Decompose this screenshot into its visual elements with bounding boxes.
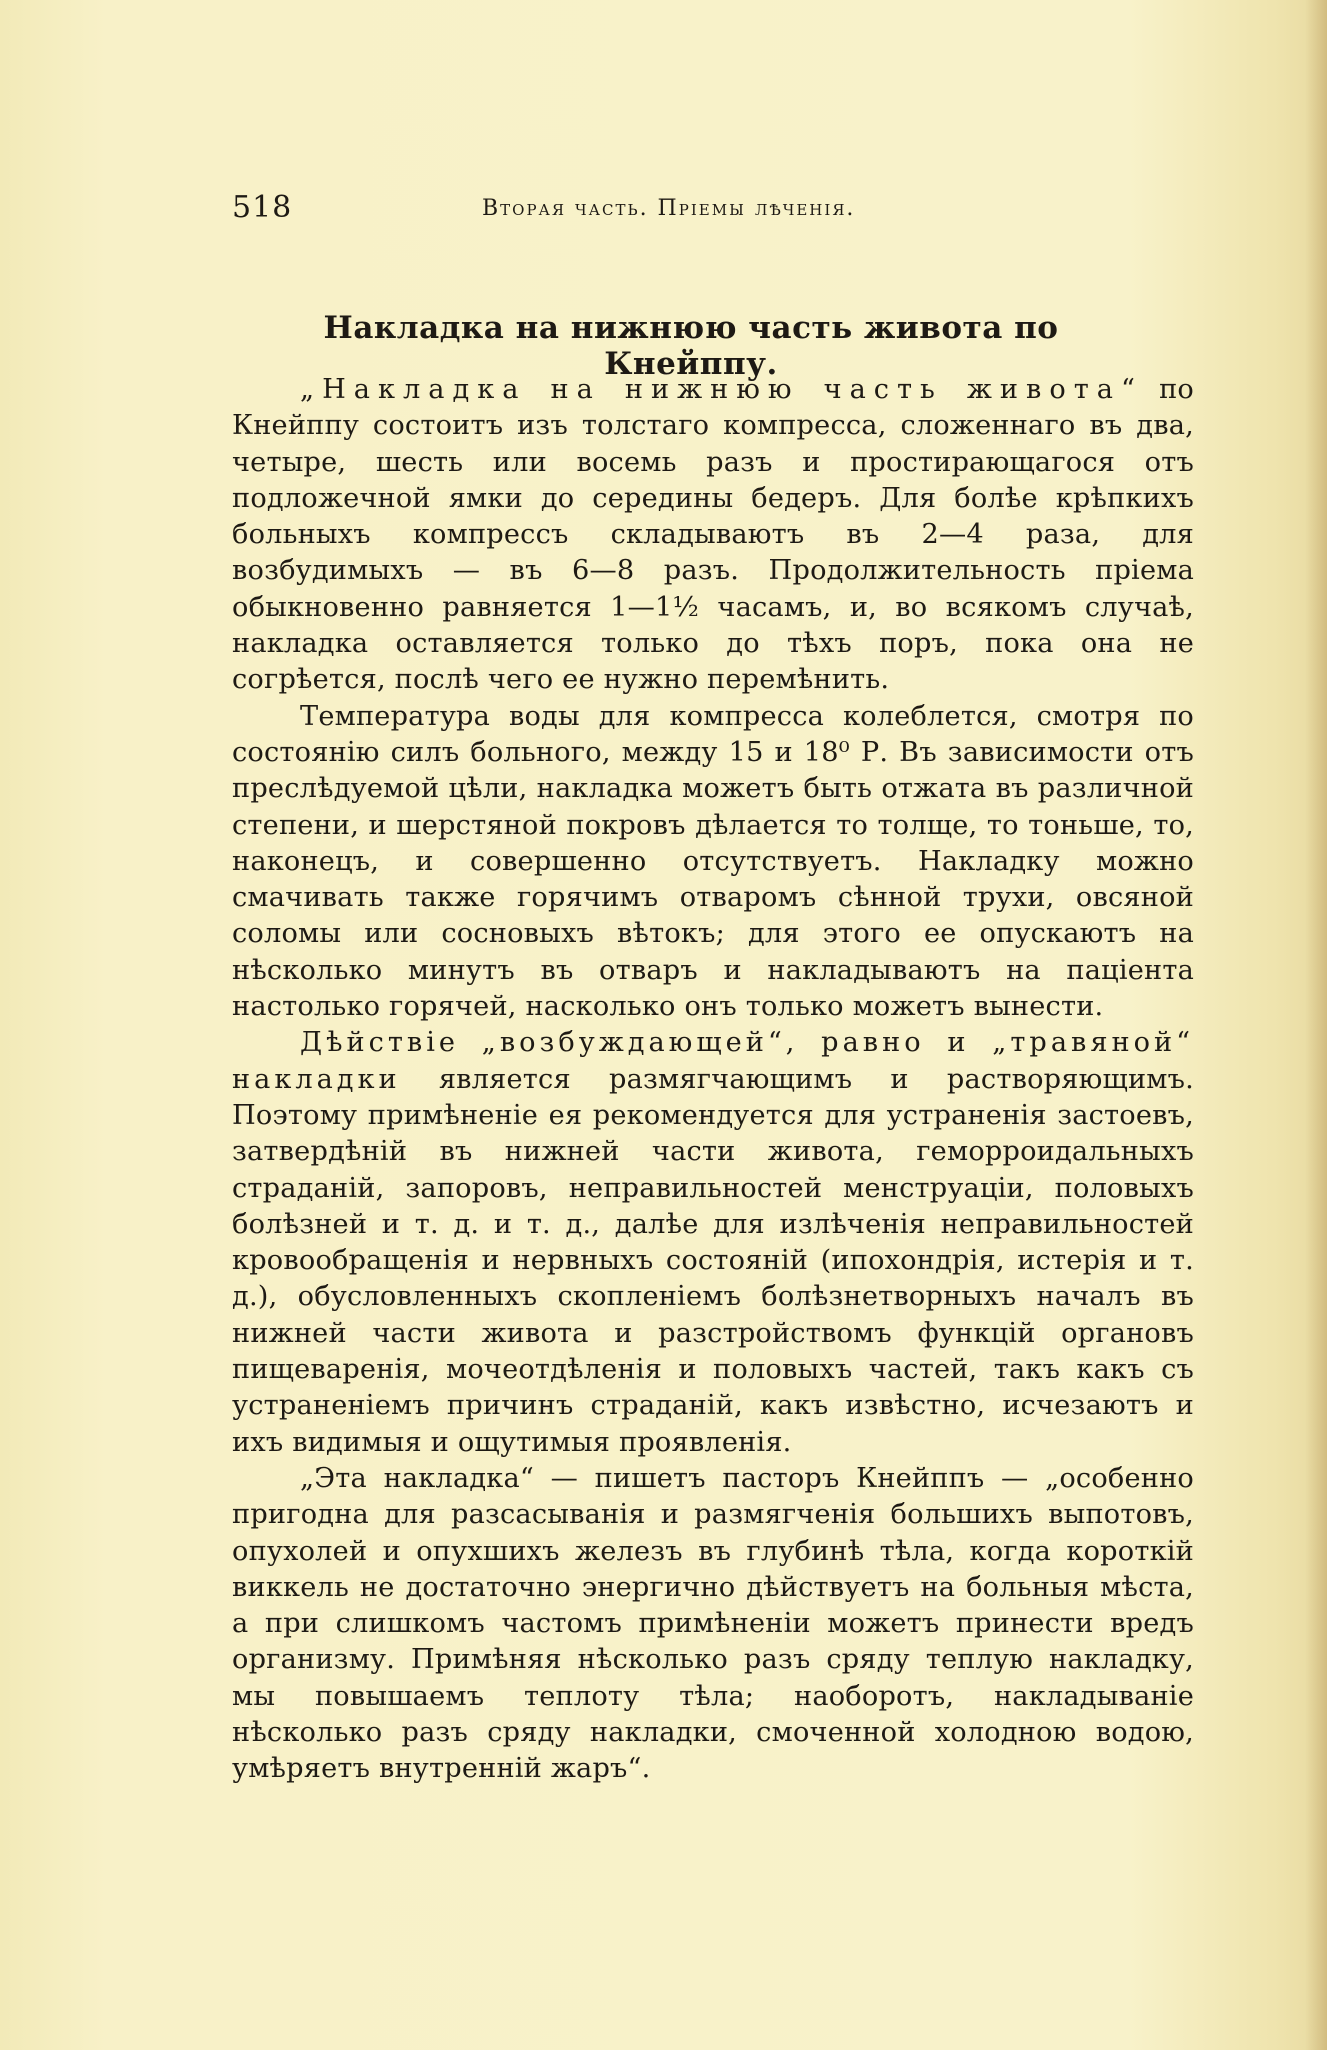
paragraph-text: Температура воды для компресса колеблется, смотря по состоянію силъ больного, между 15 и 18⁰ Р. Въ зависимости отъ преслѣдуемой цѣли, накладка можетъ быть отжата въ различной степени, и шерстяной покровъ дѣлается то толще, то тоньше, то, наконецъ, и совершенно отсутствуетъ. Накладку можно смачивать также горячимъ отваромъ сѣнной трухи, овсяной соломы или сосновыхъ вѣтокъ; для этого ее опускаютъ на нѣсколько минутъ въ отваръ и накладываютъ на паціента настолько горячей, насколько онъ только можетъ вынести. [232, 700, 1194, 1023]
running-head: Вторая часть. Пріемы лѣченія. [482, 196, 856, 221]
paragraph-lead: Дѣйствіе „возбуждающей“, равно и „травяной“ накладки [232, 1027, 1194, 1095]
page-header [232, 190, 1102, 230]
paragraph-lead: „Эта накладка“ — пишетъ пасторъ Кнейппъ — [300, 1462, 1029, 1494]
paragraph [232, 372, 1194, 699]
body-text [232, 372, 1194, 1788]
paragraph [232, 1025, 1194, 1461]
page-edge-shadow [1305, 0, 1327, 2050]
section-title: Накладка на нижнюю часть живота по Кнейппу. [323, 310, 1059, 382]
paragraph-text: по Кнейппу состоитъ изъ толстаго компресса, сложеннаго въ два, четыре, шесть или восемь разъ и простирающагося отъ подложечной ямки до середины бедеръ. Для болѣе крѣпкихъ больныхъ компрессъ складываютъ въ 2—4 раза, для возбудимыхъ — въ 6—8 разъ. Продолжительность пріема обыкновенно равняется 1—1½ часамъ, и, во всякомъ случаѣ, накладка оставляется только до тѣхъ поръ, пока она не согрѣется, послѣ чего ее нужно перемѣнить. [232, 374, 1194, 696]
paragraph [232, 699, 1194, 1026]
paragraph-text: является размягчающимъ и растворяющимъ. Поэтому примѣненіе ея рекомендуется для устраненія застоевъ, затвердѣній въ нижней части живота, геморроидальныхъ страданій, запоровъ, неправильностей менструаціи, половыхъ болѣзней и т. д. и т. д., далѣе для излѣченія неправильностей кровообращенія и нервныхъ состояній (ипохондрія, истерія и т. д.), обусловленныхъ скопленіемъ болѣзнетворныхъ началъ въ нижней части живота и разстройствомъ функцій органовъ пищеваренія, мочеотдѣленія и половыхъ частей, такъ какъ съ устраненіемъ причинъ страданій, какъ извѣстно, исчезаютъ и ихъ видимыя и ощутимыя проявленія. [232, 1063, 1194, 1458]
paragraph [232, 1461, 1194, 1788]
paragraph-lead: „Накладка на нижнюю часть живота“ [300, 374, 1143, 405]
page-number: 518 [232, 190, 293, 225]
paragraph-text: „особенно пригодна для разсасыванія и размягченія большихъ выпотовъ, опухолей и опухшихъ железъ въ глубинѣ тѣла, когда короткій виккель не достаточно энергично дѣйствуетъ на больныя мѣста, а при слишкомъ частомъ примѣненіи можетъ принести вредъ организму. Примѣняя нѣсколько разъ сряду теплую накладку, мы повышаемъ теплоту тѣла; наоборотъ, накладываніе нѣсколько разъ сряду накладки, смоченной холодною водою, умѣряетъ внутренній жаръ“. [232, 1462, 1194, 1785]
